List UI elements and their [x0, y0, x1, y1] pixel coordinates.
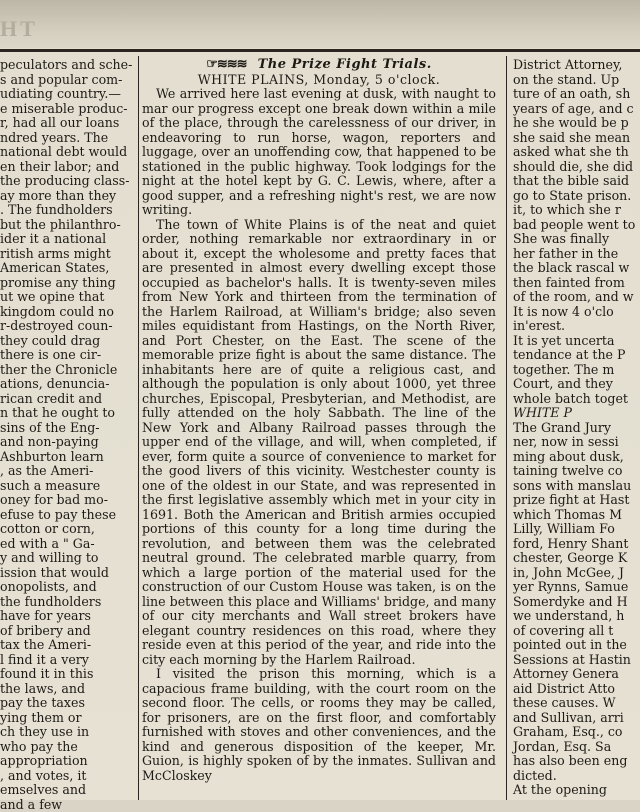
- text-line: in, John McGee, J: [513, 566, 640, 581]
- masthead-strip: [0, 0, 640, 48]
- text-line: such a measure: [0, 479, 134, 494]
- text-line: ations, denuncia-: [0, 377, 134, 392]
- text-line: national debt would: [0, 145, 134, 160]
- article-headline: The Prize Fight Trials.: [258, 57, 432, 72]
- text-line: her father in the: [513, 247, 640, 262]
- text-line: on the stand. Up: [513, 73, 640, 88]
- text-line: ndred years. The: [0, 131, 134, 146]
- text-line: of the room, and w: [513, 290, 640, 305]
- text-line: it, to which she r: [513, 203, 640, 218]
- text-line: cotton or corn,: [0, 522, 134, 537]
- left-column: [0, 58, 134, 800]
- text-line: American States,: [0, 261, 134, 276]
- text-line: ch they use in: [0, 725, 134, 740]
- text-line: s and popular com-: [0, 73, 134, 88]
- text-line: there is one cir-: [0, 348, 134, 363]
- text-line: bad people went to: [513, 218, 640, 233]
- text-line: chester, George K: [513, 551, 640, 566]
- text-line: Jordan, Esq. Sa: [513, 740, 640, 755]
- text-line: She was finally: [513, 232, 640, 247]
- top-rule: [0, 49, 640, 52]
- text-line: peculators and sche-: [0, 58, 134, 73]
- article-paragraph-2: The town of White Plains is of the neat and quiet order, nothing remarkable nor extraordinary in or about it, except the wholesome and pretty faces that are presented in almost every dwelling except those occupied as bachelor's halls. It is twenty-seven miles from New York and thirteen from the termination of the Harlem Railroad, at William's bridge; also seven miles equidistant from Hastings, on the North River, and Port Chester, on the East. The scene of the memorable prize fight is about the same distance. The inhabitants here are of quite a religious cast, and although the population is only about 1000, yet three churches, Episcopal, Presbyterian, and Methodist, are fully attended on the holy Sabbath. The line of the New York and Albany Railroad passes through the upper end of the village, and will, when completed, if ever, form quite a source of convenience to market for the good livers of this vicinity. Westchester county is one of the oldest in our State, and was represented in the first legislative assembly which met in your city in 1691. Both the American and British armies occupied portions of this county for a long time during the revolution, and between them was the celebrated neutral ground. The celebrated marble quarry, from which a large portion of the material used for the construction of our Custom House was taken, is on the line between this place and Williams' bridge, and many of our city merchants and Wall street brokers have elegant country residences on this road, where they reside even at this period of the year, and ride into the city each morning by the Harlem Railroad.: [142, 218, 496, 668]
- text-line: ying them or: [0, 711, 134, 726]
- text-line: oney for bad mo-: [0, 493, 134, 508]
- text-line: he she would be p: [513, 116, 640, 131]
- text-line: Court, and they: [513, 377, 640, 392]
- text-line: pay the taxes: [0, 696, 134, 711]
- text-line: and a few: [0, 798, 134, 812]
- text-line: Lilly, William Fo: [513, 522, 640, 537]
- text-line: r-destroyed coun-: [0, 319, 134, 334]
- article-column: [142, 58, 496, 800]
- text-line: appropriation: [0, 754, 134, 769]
- pointing-hand-icon: ☞≋≋≋: [206, 57, 246, 72]
- text-line: promise any thing: [0, 276, 134, 291]
- text-line: ed with a " Ga-: [0, 537, 134, 552]
- text-line: sins of the Eng-: [0, 421, 134, 436]
- text-line: It is now 4 o'clo: [513, 305, 640, 320]
- text-line: It is yet uncerta: [513, 334, 640, 349]
- text-line: ture of an oath, sh: [513, 87, 640, 102]
- text-line: who pay the: [0, 740, 134, 755]
- text-line: has also been eng: [513, 754, 640, 769]
- text-line: emselves and: [0, 783, 134, 798]
- text-line: Attorney Genera: [513, 667, 640, 682]
- text-line: go to State prison.: [513, 189, 640, 204]
- text-line: the fundholders: [0, 595, 134, 610]
- text-line: efuse to pay these: [0, 508, 134, 523]
- text-line: Sessions at Hastin: [513, 653, 640, 668]
- article-paragraph-1: We arrived here last evening at dusk, with naught to mar our progress except one break down within a mile of the place, through the carelessness of our driver, in endeavoring to run horse, wagon, reporters and luggage, over an unoffending cow, that happened to be stationed in the public highway. Took lodgings for the night at the hotel kept by G. C. Lewis, where, after a good supper, and a refreshing night's rest, we are now writing.: [142, 87, 496, 218]
- text-line: Graham, Esq., co: [513, 725, 640, 740]
- text-line: udiating country.—: [0, 87, 134, 102]
- text-line: she said she mean: [513, 131, 640, 146]
- article-paragraph-3: I visited the prison this morning, which is a capacious frame building, with the court room on the second floor. The cells, or rooms they may be called, for prisoners, are on the first floor, and comfortably furnished with stoves and other conveniences, and the kind and generous disposition of the keeper, Mr. Guion, is highly spoken of by the inmates. Sullivan and McCloskey: [142, 667, 496, 783]
- text-line: ther the Chronicle: [0, 363, 134, 378]
- text-line: , as the Ameri-: [0, 464, 134, 479]
- text-line: Ashburton learn: [0, 450, 134, 465]
- text-line: prize fight at Hast: [513, 493, 640, 508]
- text-line: these causes. W: [513, 696, 640, 711]
- text-line: ford, Henry Shant: [513, 537, 640, 552]
- text-line: ider it a national: [0, 232, 134, 247]
- text-line: and Sullivan, arri: [513, 711, 640, 726]
- text-line: ission that would: [0, 566, 134, 581]
- text-line: l find it a very: [0, 653, 134, 668]
- text-line: have for years: [0, 609, 134, 624]
- text-line: the black rascal w: [513, 261, 640, 276]
- text-line: . The fundholders: [0, 203, 134, 218]
- text-line: y and willing to: [0, 551, 134, 566]
- text-line: found it in this: [0, 667, 134, 682]
- text-line: should die, she did: [513, 160, 640, 175]
- text-line: the producing class-: [0, 174, 134, 189]
- text-line: asked what she th: [513, 145, 640, 160]
- text-line: At the opening: [513, 783, 640, 798]
- text-line: ritish arms might: [0, 247, 134, 262]
- column-rule-right: [506, 56, 507, 800]
- text-line: we understand, h: [513, 609, 640, 624]
- text-line: but the philanthro-: [0, 218, 134, 233]
- text-line: ming about dusk,: [513, 450, 640, 465]
- text-line: en their labor; and: [0, 160, 134, 175]
- right-column: [513, 58, 640, 800]
- article-dateline: WHITE PLAINS, Monday, 5 o'clock.: [142, 73, 496, 88]
- text-line: of bribery and: [0, 624, 134, 639]
- text-line: WHITE P: [513, 406, 640, 421]
- text-line: the laws, and: [0, 682, 134, 697]
- text-line: dicted.: [513, 769, 640, 784]
- text-line: ay more than they: [0, 189, 134, 204]
- text-line: District Attorney,: [513, 58, 640, 73]
- text-line: r, had all our loans: [0, 116, 134, 131]
- article-headline-row: [142, 58, 496, 73]
- text-line: then fainted from: [513, 276, 640, 291]
- text-line: The Grand Jury: [513, 421, 640, 436]
- text-line: n that he ought to: [0, 406, 134, 421]
- column-rule-left: [138, 56, 139, 800]
- text-line: that the bible said: [513, 174, 640, 189]
- text-line: together. The m: [513, 363, 640, 378]
- text-line: years of age, and c: [513, 102, 640, 117]
- text-line: they could drag: [0, 334, 134, 349]
- text-line: kingdom could no: [0, 305, 134, 320]
- text-line: and non-paying: [0, 435, 134, 450]
- text-line: rican credit and: [0, 392, 134, 407]
- text-line: e miserable produc-: [0, 102, 134, 117]
- text-line: sons with manslau: [513, 479, 640, 494]
- text-line: which Thomas M: [513, 508, 640, 523]
- text-line: pointed out in the: [513, 638, 640, 653]
- text-line: yer Rynns, Samue: [513, 580, 640, 595]
- masthead-ghost-text: HT: [0, 16, 38, 42]
- text-line: of covering all t: [513, 624, 640, 639]
- text-line: taining twelve co: [513, 464, 640, 479]
- text-line: in'erest.: [513, 319, 640, 334]
- text-line: , and votes, it: [0, 769, 134, 784]
- text-line: ner, now in sessi: [513, 435, 640, 450]
- text-line: ut we opine that: [0, 290, 134, 305]
- text-line: aid District Atto: [513, 682, 640, 697]
- text-line: whole batch toget: [513, 392, 640, 407]
- text-line: tendance at the P: [513, 348, 640, 363]
- text-line: Somerdyke and H: [513, 595, 640, 610]
- text-line: onopolists, and: [0, 580, 134, 595]
- text-line: tax the Ameri-: [0, 638, 134, 653]
